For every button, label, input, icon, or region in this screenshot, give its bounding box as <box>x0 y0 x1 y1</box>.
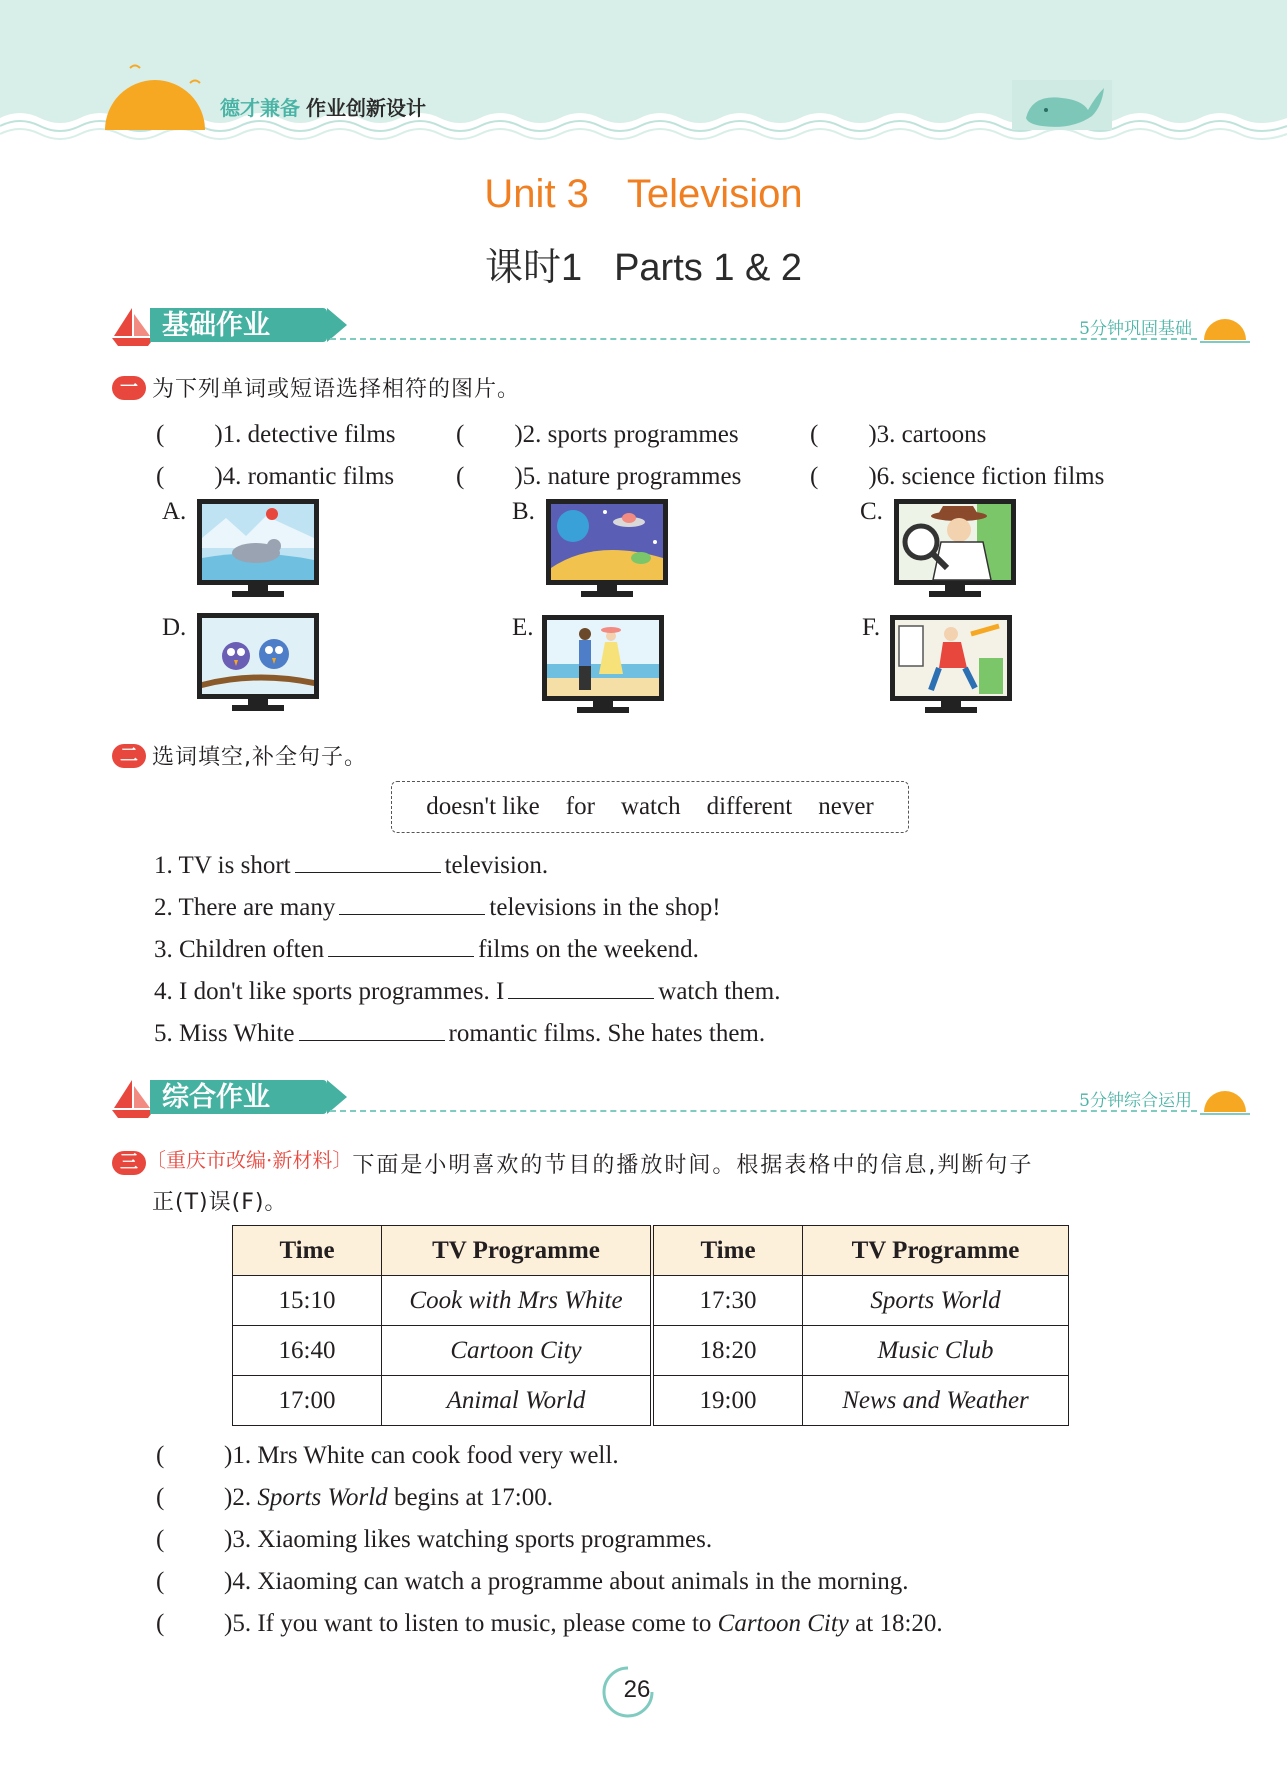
question-instruction: 下面是小明喜欢的节目的播放时间。根据表格中的信息,判断句子 <box>352 1152 1034 1178</box>
brand-colored: 德才兼备 <box>220 98 300 120</box>
cell-time: 19:00 <box>652 1376 803 1426</box>
tv-picture-e-romantic <box>541 614 665 714</box>
word-option: doesn't like <box>426 793 540 820</box>
answer-blank[interactable] <box>295 850 441 873</box>
cell-time: 17:30 <box>652 1276 803 1326</box>
question-instruction-cont: 正(T)误(F)。 <box>152 1190 288 1215</box>
question-number: 三 <box>112 1151 146 1175</box>
cell-programme: Music Club <box>803 1326 1069 1376</box>
answer-blank[interactable] <box>328 934 474 957</box>
section-label: 基础作业 <box>150 308 327 342</box>
fill-sentence-3 <box>154 934 699 964</box>
sentence-after: television. <box>444 852 549 879</box>
banner-divider <box>330 338 1197 340</box>
tv-picture-d-birds <box>196 612 320 712</box>
unit-topic: Television <box>626 172 803 216</box>
answer-blank[interactable] <box>508 976 654 999</box>
sentence-before: 2. There are many <box>154 894 336 921</box>
match-item-1[interactable]: ( )1. detective films <box>156 421 396 448</box>
picture-label-b: B. <box>512 498 535 525</box>
section-label: 综合作业 <box>150 1080 327 1114</box>
question-source: 〔重庆市改编·新材料〕 <box>146 1148 353 1172</box>
picture-label-c: C. <box>860 498 883 525</box>
tf-statement-2[interactable]: ( )2. Sports World begins at 17:00. <box>156 1484 553 1511</box>
sunset-icon <box>1198 1084 1252 1118</box>
section-banner-basic <box>110 306 1287 346</box>
cell-programme: Cook with Mrs White <box>382 1276 653 1326</box>
cell-time: 15:10 <box>233 1276 382 1326</box>
cell-time: 16:40 <box>233 1326 382 1376</box>
tv-picture-c-detective <box>893 498 1017 598</box>
tf-statement-4[interactable]: ( )4. Xiaoming can watch a programme about animals in the morning. <box>156 1568 909 1595</box>
table-row <box>233 1276 1069 1326</box>
section-time-label: 5分钟巩固基础 <box>1079 319 1192 339</box>
answer-blank[interactable] <box>299 1018 445 1041</box>
fill-sentence-2 <box>154 892 721 922</box>
whale-icon <box>1012 76 1112 132</box>
header-time: Time <box>652 1226 803 1276</box>
cell-programme: Cartoon City <box>382 1326 653 1376</box>
sentence-after: watch them. <box>658 978 781 1005</box>
word-bank <box>391 781 909 833</box>
sentence-before: 4. I don't like sports programmes. I <box>154 978 505 1005</box>
unit-number: Unit 3 <box>484 172 589 216</box>
tv-schedule-table <box>232 1225 1069 1426</box>
sentence-before: 1. TV is short <box>154 852 291 879</box>
tf-statement-5[interactable]: ( )5. If you want to listen to music, please come to Cartoon City at 18:20. <box>156 1610 943 1637</box>
unit-title <box>0 172 1287 217</box>
table-header-row <box>233 1226 1069 1276</box>
picture-label-d: D. <box>162 614 187 641</box>
question-1-heading <box>112 372 520 403</box>
cell-programme: Sports World <box>803 1276 1069 1326</box>
cell-time: 17:00 <box>233 1376 382 1426</box>
match-item-5[interactable]: ( )5. nature programmes <box>456 463 742 490</box>
brand-dark: 作业创新设计 <box>306 98 426 120</box>
picture-label-e: E. <box>512 614 534 641</box>
header-time: Time <box>233 1226 382 1276</box>
cell-programme: Animal World <box>382 1376 653 1426</box>
picture-label-a: A. <box>162 498 187 525</box>
sentence-after: films on the weekend. <box>478 936 699 963</box>
banner-divider <box>330 1110 1197 1112</box>
word-option: for <box>565 793 595 820</box>
tv-picture-a-seal <box>196 498 320 598</box>
sentence-before: 3. Children often <box>154 936 325 963</box>
question-instruction: 选词填空,补全句子。 <box>152 745 367 770</box>
word-option: different <box>706 793 793 820</box>
tv-picture-f-sports <box>889 614 1013 714</box>
tf-statement-1[interactable]: ( )1. Mrs White can cook food very well. <box>156 1442 619 1469</box>
lesson-parts: Parts 1 & 2 <box>614 247 803 289</box>
match-item-3[interactable]: ( )3. cartoons <box>810 421 987 448</box>
sun-logo-icon <box>100 58 210 130</box>
question-number: 二 <box>112 744 146 768</box>
match-item-6[interactable]: ( )6. science fiction films <box>810 463 1105 490</box>
table-row <box>233 1326 1069 1376</box>
lesson-number: 课时1 <box>484 247 583 289</box>
question-3-heading <box>112 1144 1033 1179</box>
fill-sentence-5 <box>154 1018 765 1048</box>
header-programme: TV Programme <box>382 1226 653 1276</box>
section-time-label: 5分钟综合运用 <box>1079 1091 1192 1111</box>
fill-sentence-4 <box>154 976 780 1006</box>
question-number: 一 <box>112 376 146 400</box>
word-option: never <box>818 793 874 820</box>
fill-sentence-1 <box>154 850 548 880</box>
question-instruction: 为下列单词或短语选择相符的图片。 <box>152 377 521 402</box>
question-2-heading <box>112 740 367 771</box>
page-number: 26 <box>623 1676 651 1703</box>
tf-statement-3[interactable]: ( )3. Xiaoming likes watching sports programmes. <box>156 1526 713 1553</box>
cell-programme: News and Weather <box>803 1376 1069 1426</box>
brand-title <box>220 92 426 121</box>
lesson-title <box>0 236 1287 291</box>
picture-label-f: F. <box>862 614 881 641</box>
answer-blank[interactable] <box>339 892 485 915</box>
match-item-4[interactable]: ( )4. romantic films <box>156 463 395 490</box>
table-row <box>233 1376 1069 1426</box>
cell-time: 18:20 <box>652 1326 803 1376</box>
sentence-after: televisions in the shop! <box>489 894 721 921</box>
header-programme: TV Programme <box>803 1226 1069 1276</box>
word-option: watch <box>620 793 681 820</box>
match-item-2[interactable]: ( )2. sports programmes <box>456 421 739 448</box>
sunset-icon <box>1198 312 1252 346</box>
section-banner-comprehensive <box>110 1078 1287 1118</box>
sentence-after: romantic films. She hates them. <box>448 1020 766 1047</box>
tv-picture-b-space <box>545 498 669 598</box>
sentence-before: 5. Miss White <box>154 1020 295 1047</box>
